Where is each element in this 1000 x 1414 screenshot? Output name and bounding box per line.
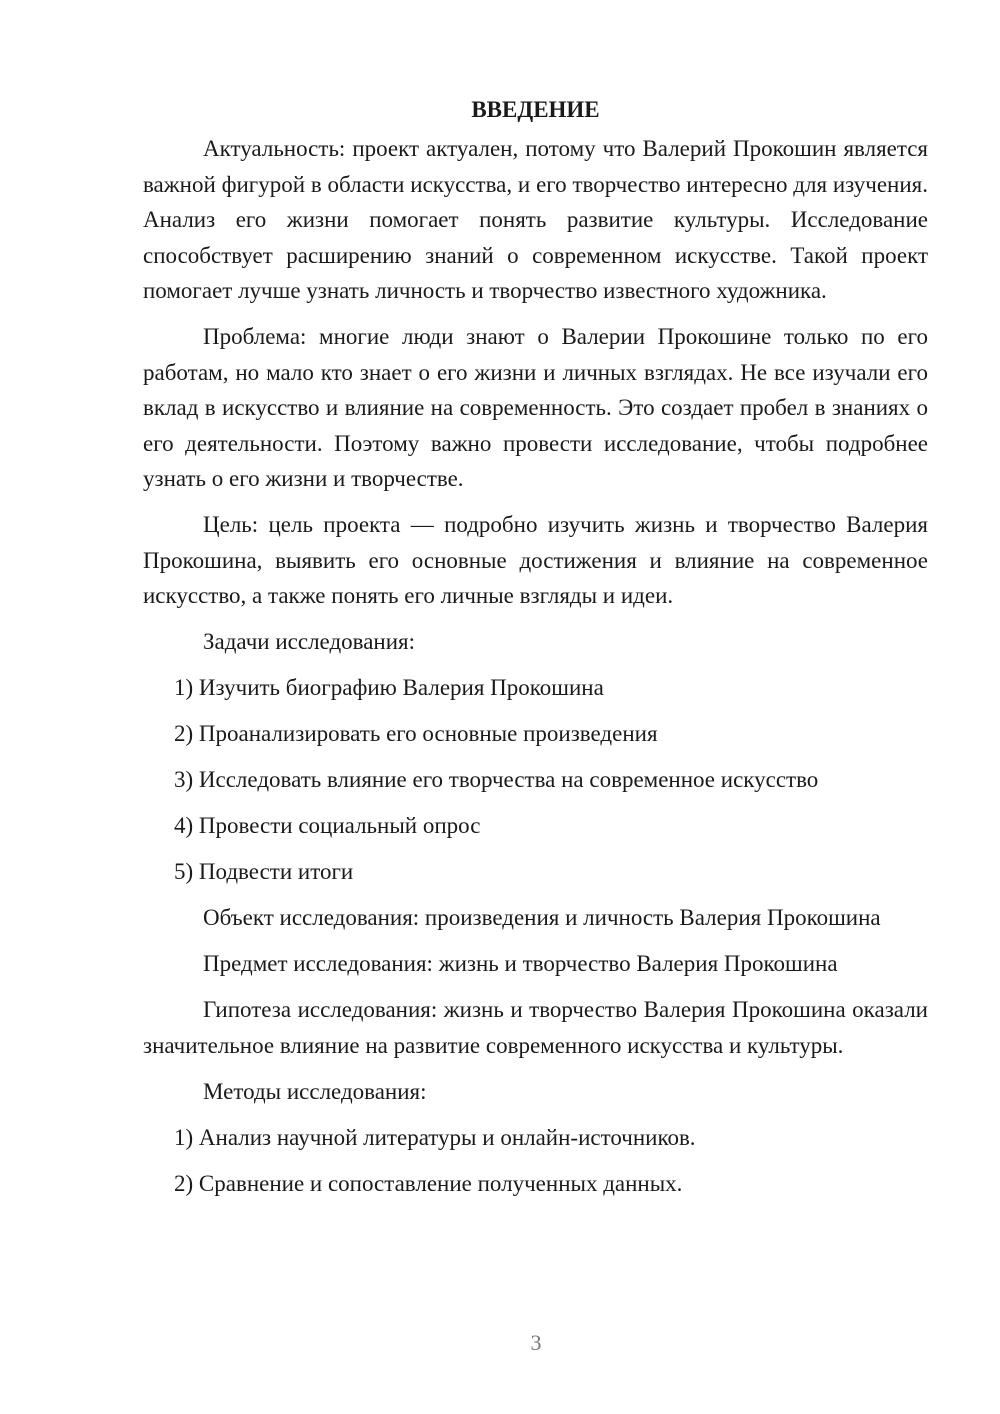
- task-item-2: 2) Проанализировать его основные произведения: [174, 721, 658, 746]
- goal-paragraph: Цель: цель проекта — подробно изучить жизнь и творчество Валерия Прокошина, выявить его основные достижения и влияние на современное искусство, а также понять его личные взгляды и идеи.: [143, 512, 928, 608]
- task-item-3: 3) Исследовать влияние его творчества на современное искусство: [174, 767, 819, 792]
- document-page: [143, 92, 928, 1212]
- task-item-1: 1) Изучить биографию Валерия Прокошина: [174, 675, 604, 700]
- method-item-2: 2) Сравнение и сопоставление полученных данных.: [174, 1170, 683, 1196]
- relevance-paragraph: Актуальность: проект актуален, потому что Валерий Прокошин является важной фигурой в области искусства, и его творчество интересно для изучения. Анализ его жизни помогает понять развитие культуры. Исследование способствует расширению знаний о современном искусстве. Такой проект помогает лучше узнать личность и творчество известного художника.: [143, 136, 928, 303]
- task-item-4: 4) Провести социальный опрос: [174, 813, 481, 838]
- page-number: 3: [530, 1330, 542, 1355]
- task-item-5: 5) Подвести итоги: [174, 859, 354, 884]
- tasks-heading: Задачи исследования:: [203, 629, 416, 654]
- subject-paragraph: Предмет исследования: жизнь и творчество Валерия Прокошина: [203, 951, 838, 976]
- hypothesis-paragraph: Гипотеза исследования: жизнь и творчество Валерия Прокошина оказали значительное влияние на развитие современного искусства и культуры.: [143, 997, 928, 1058]
- section-title: ВВЕДЕНИЕ: [471, 97, 600, 122]
- object-paragraph: Объект исследования: произведения и личность Валерия Прокошина: [203, 905, 881, 930]
- method-item-1: 1) Анализ научной литературы и онлайн-источников.: [174, 1124, 696, 1150]
- methods-heading: Методы исследования:: [203, 1078, 427, 1104]
- problem-paragraph: Проблема: многие люди знают о Валерии Прокошине только по его работам, но мало кто знает о его жизни и личных взглядах. Не все изучали его вклад в искусство и влияние на современность. Это создает пробел в знаниях о его деятельности. Поэтому важно провести исследование, чтобы подробнее узнать о его жизни и творчестве.: [143, 324, 928, 491]
